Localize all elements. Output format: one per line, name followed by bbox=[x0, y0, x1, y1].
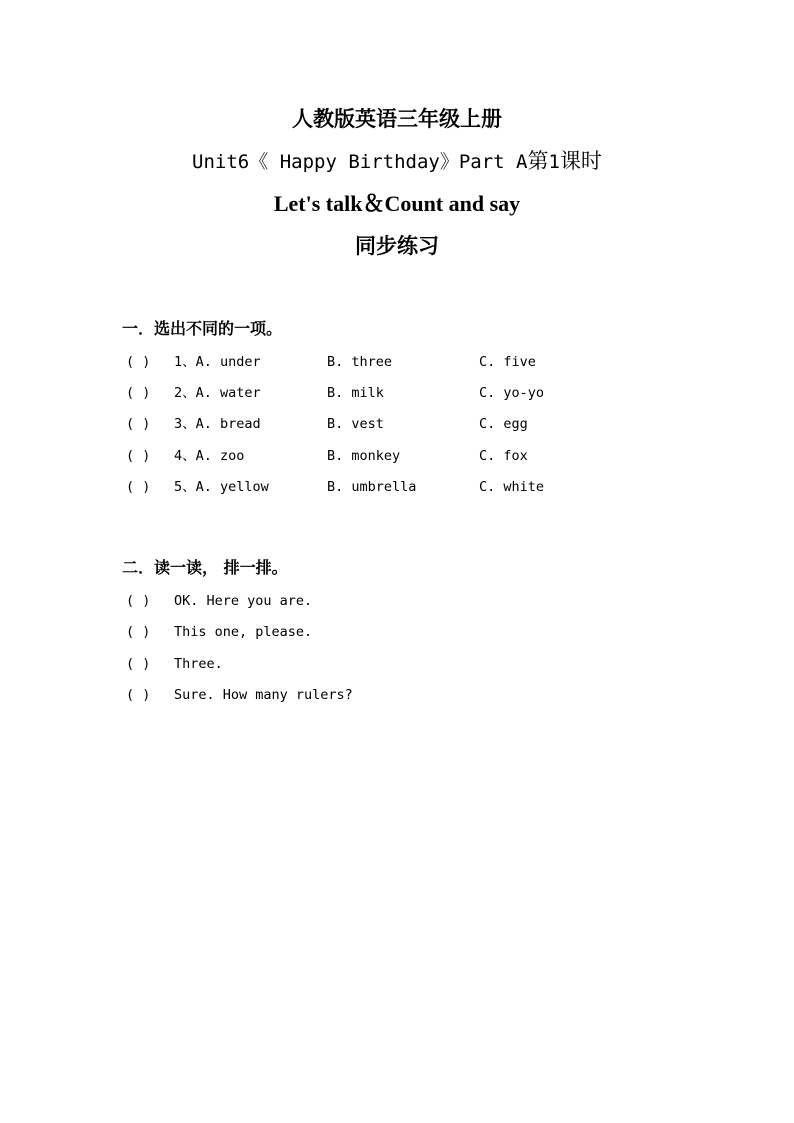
question-option-c: C. fox bbox=[479, 448, 528, 464]
question-option-b: B. vest bbox=[327, 416, 384, 432]
question-option-a: 1、A. under bbox=[174, 354, 261, 370]
answer-blank[interactable]: ( ) bbox=[126, 479, 151, 495]
title-block bbox=[0, 98, 794, 267]
question-option-a: 3、A. bread bbox=[174, 416, 261, 432]
ordering-row bbox=[126, 685, 353, 705]
question-option-b: B. three bbox=[327, 354, 393, 370]
question-row bbox=[126, 477, 545, 497]
question-option-c: C. five bbox=[479, 354, 536, 370]
question-row bbox=[126, 383, 545, 403]
lesson-title: Let's talk＆Count and say bbox=[273, 191, 521, 216]
question-option-b: B. monkey bbox=[327, 448, 401, 464]
subtitle: 同步练习 bbox=[355, 233, 439, 258]
dialogue-line: OK. Here you are. bbox=[174, 593, 313, 609]
question-option-b: B. milk bbox=[327, 385, 384, 401]
document-title: 人教版英语三年级上册 bbox=[292, 106, 502, 131]
dialogue-line: Sure. How many rulers? bbox=[174, 687, 353, 703]
dialogue-line: This one, please. bbox=[174, 624, 313, 640]
answer-blank[interactable]: ( ) bbox=[126, 624, 151, 640]
answer-blank[interactable]: ( ) bbox=[126, 656, 151, 672]
answer-blank[interactable]: ( ) bbox=[126, 416, 151, 432]
unit-name: Happy Birthday bbox=[268, 151, 440, 173]
question-row bbox=[126, 352, 536, 372]
question-option-c: C. yo-yo bbox=[479, 385, 545, 401]
answer-blank[interactable]: ( ) bbox=[126, 593, 151, 609]
question-option-b: B. umbrella bbox=[327, 479, 417, 495]
answer-blank[interactable]: ( ) bbox=[126, 687, 151, 703]
lesson-number: 1 bbox=[548, 151, 560, 173]
question-option-c: C. white bbox=[479, 479, 545, 495]
unit-suffix: 》Part A bbox=[439, 151, 528, 173]
question-option-a: 2、A. water bbox=[174, 385, 261, 401]
ordering-row bbox=[126, 591, 312, 611]
lesson-label: 第 bbox=[527, 149, 549, 173]
answer-blank[interactable]: ( ) bbox=[126, 354, 151, 370]
unit-prefix: Unit6《 bbox=[192, 151, 269, 173]
lesson-suffix: 课时 bbox=[559, 149, 602, 173]
section1-heading: 一．选出不同的一项。 bbox=[122, 319, 283, 338]
unit-line bbox=[0, 140, 794, 183]
ordering-row bbox=[126, 622, 312, 642]
question-row bbox=[126, 414, 528, 434]
section2-heading: 二．读一读， 排一排。 bbox=[122, 558, 288, 577]
answer-blank[interactable]: ( ) bbox=[126, 385, 151, 401]
question-option-c: C. egg bbox=[479, 416, 528, 432]
answer-blank[interactable]: ( ) bbox=[126, 448, 151, 464]
question-option-a: 4、A. zoo bbox=[174, 448, 245, 464]
question-row bbox=[126, 446, 528, 466]
ordering-row bbox=[126, 654, 223, 674]
dialogue-line: Three. bbox=[174, 656, 223, 672]
question-option-a: 5、A. yellow bbox=[174, 479, 269, 495]
